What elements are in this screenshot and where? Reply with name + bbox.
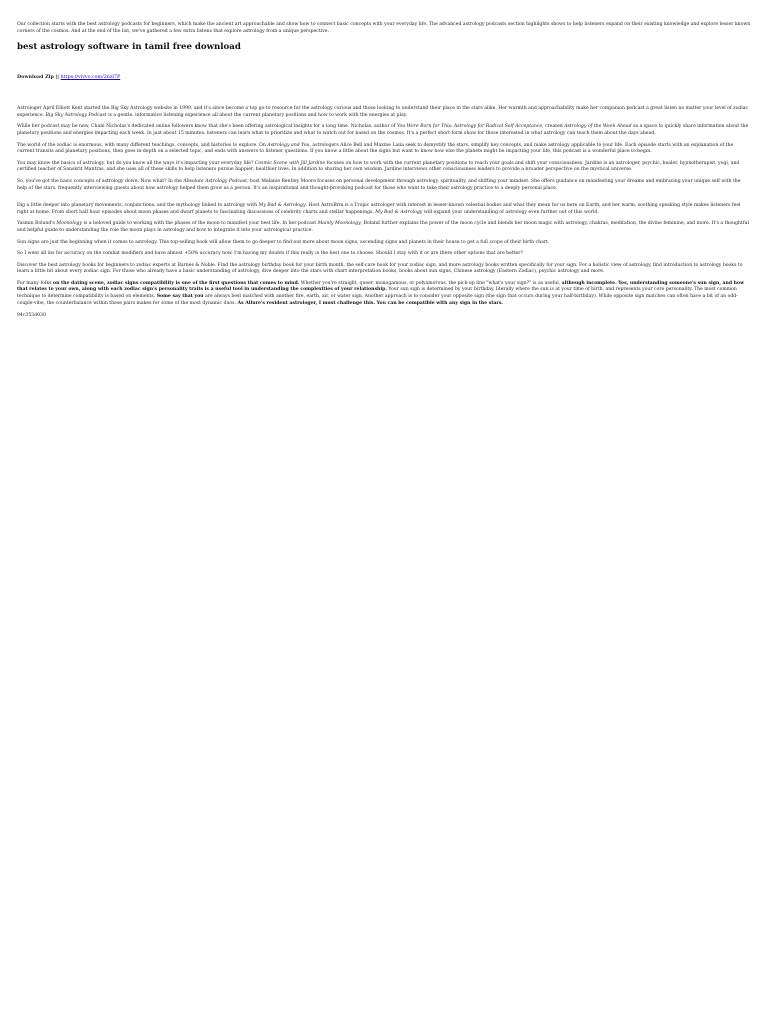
paragraph-sun-signs: Sun signs are just the beginning when it comes to astrology. This top-selling book will allow them to go deeper to find out more about moon signs, ascending signs and planets in their house to get a full scope of their birth chart. [17,239,550,245]
paragraph-my-bad-astrology: Dig a little deeper into planetary movements, conjunctions, and the mythology linked to astrology with My Bad & Astrology. Host AstroBrm is a Tropic astrologer with interest in lesser-known celestial bodies and what they mean for us here on Earth, and her warm, soothing speaking style makes listeners feel right at home. From short half hour episodes about moon phases and dwarf planets to fascinating discussions of celebrity charts and stellar happenings, My Bad & Astrology will expand your understanding of astrology even further out of this world. [17,203,741,215]
download-link[interactable]: https://vivvo.com/2nzl7P [60,75,121,81]
paragraph-barnes-noble: Discover the best astrology books for beginners to zodiac experts at Barnes & Noble. Find the astrology birthday book for your birth month, the self-care book for your zodiac sign, and more astrology books written specifically for your sign. For a holistic view of astrology, find introduction to astrology books to learn a little bit about every zodiac sign. For those who already have a basic understanding of astrology, dive deeper into the stars with chart interpretation books, books about sun signs, Chinese astrology (Eastern Zodiac), psychic astrology and more. [17,262,743,275]
paragraph-big-sky: Astrologer April Elliott Kent started the Big Sky Astrology website in 1999, and it's since become a top go-to resource for the astrology curious and those looking to understand their place in the stars alike. Her warmth and approachability make her companion podcast a great listen no matter your level of zodiac experience. Big Sky Astrology Podcast is a gentle, informative listening experience all about the current planetary positions and how to work with the energies at play. [17,106,749,118]
paragraph-absolute-astrology: So, you've got the basic concepts of astrology down. Now what? In the Absolute Astrology Podcast, host Melanie Bentley Moore focuses on personal development through astrology, spirituality, and shifting your mindset. She offers guidance on manifesting your dreams and embracing your unique self with the help of the stars, frequently interviewing guests about how astrology helped them grow as a person. It's an inspirational and thought-provoking podcast for those who want to take their astrology practice to a deeply personal place. [17,178,741,191]
paragraph-astrology-and-you: The world of the zodiac is enormous, with many different teachings, concepts, and histories to explore. On Astrology and You, astrologers Alice Bell and Maxine Laiia seek to demystify the stars, simplify key concepts, and make astrology applicable to your life. Each episode starts with an explanation of the current transits and planetary positions, then goes in-depth on a selected topic, and ends with answers to listener questions. If you know a little about the signs but want to know how else the planets might be impacting your life, this podcast is a wonderful place to begin. [17,142,734,155]
intro-paragraph: Our collection starts with the best astrology podcasts for beginners, which make the ancient art approachable and show how to connect basic concepts with your everyday life. The advanced astrology podcasts section highlights shows to help listeners expand on their existing knowledge and explore lesser known corners of the cosmos. And at the end of the list, we've gathered a few extra listens that explore astrology from a unique perspective. [17,22,751,34]
download-label: Download Zip [17,74,54,81]
paragraph-moonology: Yasmin Boland's Moonology is a beloved guide to working with the phases of the moon to manifest your best life. In her podcast Mainly Moonology, Boland further explains the power of the moon cycle and blends her moon magic with astrology, chakras, meditation, the divine feminine, and more. It's a thoughtful and helpful guide to understanding the role the moon plays in astrology and how to integrate it into your astrological practice. [17,221,749,233]
download-separator: || [53,74,61,81]
page-title: best astrology software in tamil free download [17,42,241,53]
footer-id: 94c353d030 [17,313,46,319]
paragraph-accuracy: So I went all ins for accuracy on the combat modifiers and have almost +50% accuracy now. I'm having my doubts if this really is the best one to choose. Should I stay with it or are there other options that are better? [17,251,523,257]
paragraph-compatibility: For many folks on the dating scene, zodiac signs compatibility is one of the first questions that comes to mind. Whether you're straight, queer, monogamous, or polyamorous, the pick-up line "what's your sign?" is as useful, although incomplete. Yes, understanding someone's sun sign, and how that relates to your own, along with each zodiac sign's personality traits is a useful tool in understanding the complexities of your relationship. Your sun sign is determined by your birthday, literally where the sun is at your time of birth, and represents your core personality. The most common technique to determine compatibility is based on elements. Some say that you are always best matched with another fire, earth, air, or water sign. Another approach is to consider your opposite sign (the sign that occurs during your half-birthday). While opposite sign matches can often have a bit of an odd-couple-vibe, the counterbalance within these pairs makes for some of the most dynamic duos. As Allure's resident astrologer, I must challenge this. You can be compatible with any sign in the stars. [17,280,745,306]
paragraph-chani-nicholas: While her podcast may be new, Chani Nicholas's dedicated online followers know that she's been offering astrological insights for a long time. Nicholas, author of You Were Born for This: Astrology for Radical Self-Acceptance, created Astrology of the Week Ahead as a space to quickly share information about the planetary positions and energies impacting each week. In just about 15 minutes, listeners can learn what to prioritize and what to watch out for based on the cosmos. It's a perfect short-form show for those interested in what astrology can teach them about the days ahead. [17,124,749,136]
paragraph-cosmic-scene: You may know the basics of astrology, but do you know all the ways it's impacting your everyday life? Cosmic Scene with Jill Jardine focuses on how to work with the current planetary positions to reach your goals and shift your consciousness. Jardine is an astrologer, psychic, healer, hypnotherapist, yogi, and certified teacher of Sanskrit Mantras, and she uses all of these skills to help listeners pursue happier, healthier lives. In addition to sharing her own wisdom, Jardine interviews other consciousness leaders to provide a broader perspective on the mystical universe. [17,160,740,173]
download-line [17,74,751,80]
document-page [0,0,769,320]
